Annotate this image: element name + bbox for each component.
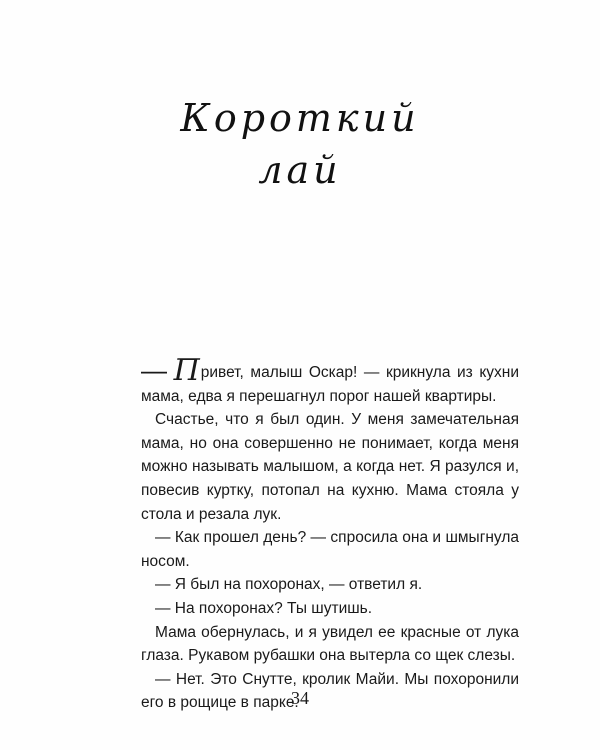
paragraph-6: — Нет. Это Снутте, кролик Майи. Мы похоронили его в рощице в парке.	[141, 670, 519, 712]
chapter-title	[0, 92, 600, 196]
paragraph-5: Мама обернулась, и я увидел ее красные от лука глаза. Рукавом рубашки она вытерла со щек слезы.	[141, 623, 519, 665]
opening-dash: —	[141, 355, 167, 385]
chapter-title-line-1: Короткий	[180, 96, 420, 140]
paragraph-3: — Я был на похоронах, — ответил я.	[155, 576, 423, 594]
paragraph-1: Счастье, что я был один. У меня замечательная мама, но она совершенно не понимает, когда меня можно называть малышом, а когда нет. Я разулся и, повесив куртку, потопал на кухню. Мама стояла у стола и резала лук.	[141, 411, 519, 523]
chapter-body	[141, 353, 519, 715]
chapter-title-line-2: лай	[258, 148, 342, 192]
initial-letter: П	[173, 353, 200, 388]
paragraph-4: — На похоронах? Ты шутишь.	[155, 599, 373, 617]
opening-paragraph-text: ривет, малыш Оскар! — крикнула из кухни мама, едва я перешагнул порог нашей квартиры.	[141, 364, 519, 405]
opening-paragraph	[141, 353, 519, 408]
paragraph-2: — Как прошел день? — спросила она и шмыгнула носом.	[141, 529, 519, 570]
page-number: 34	[291, 688, 309, 708]
